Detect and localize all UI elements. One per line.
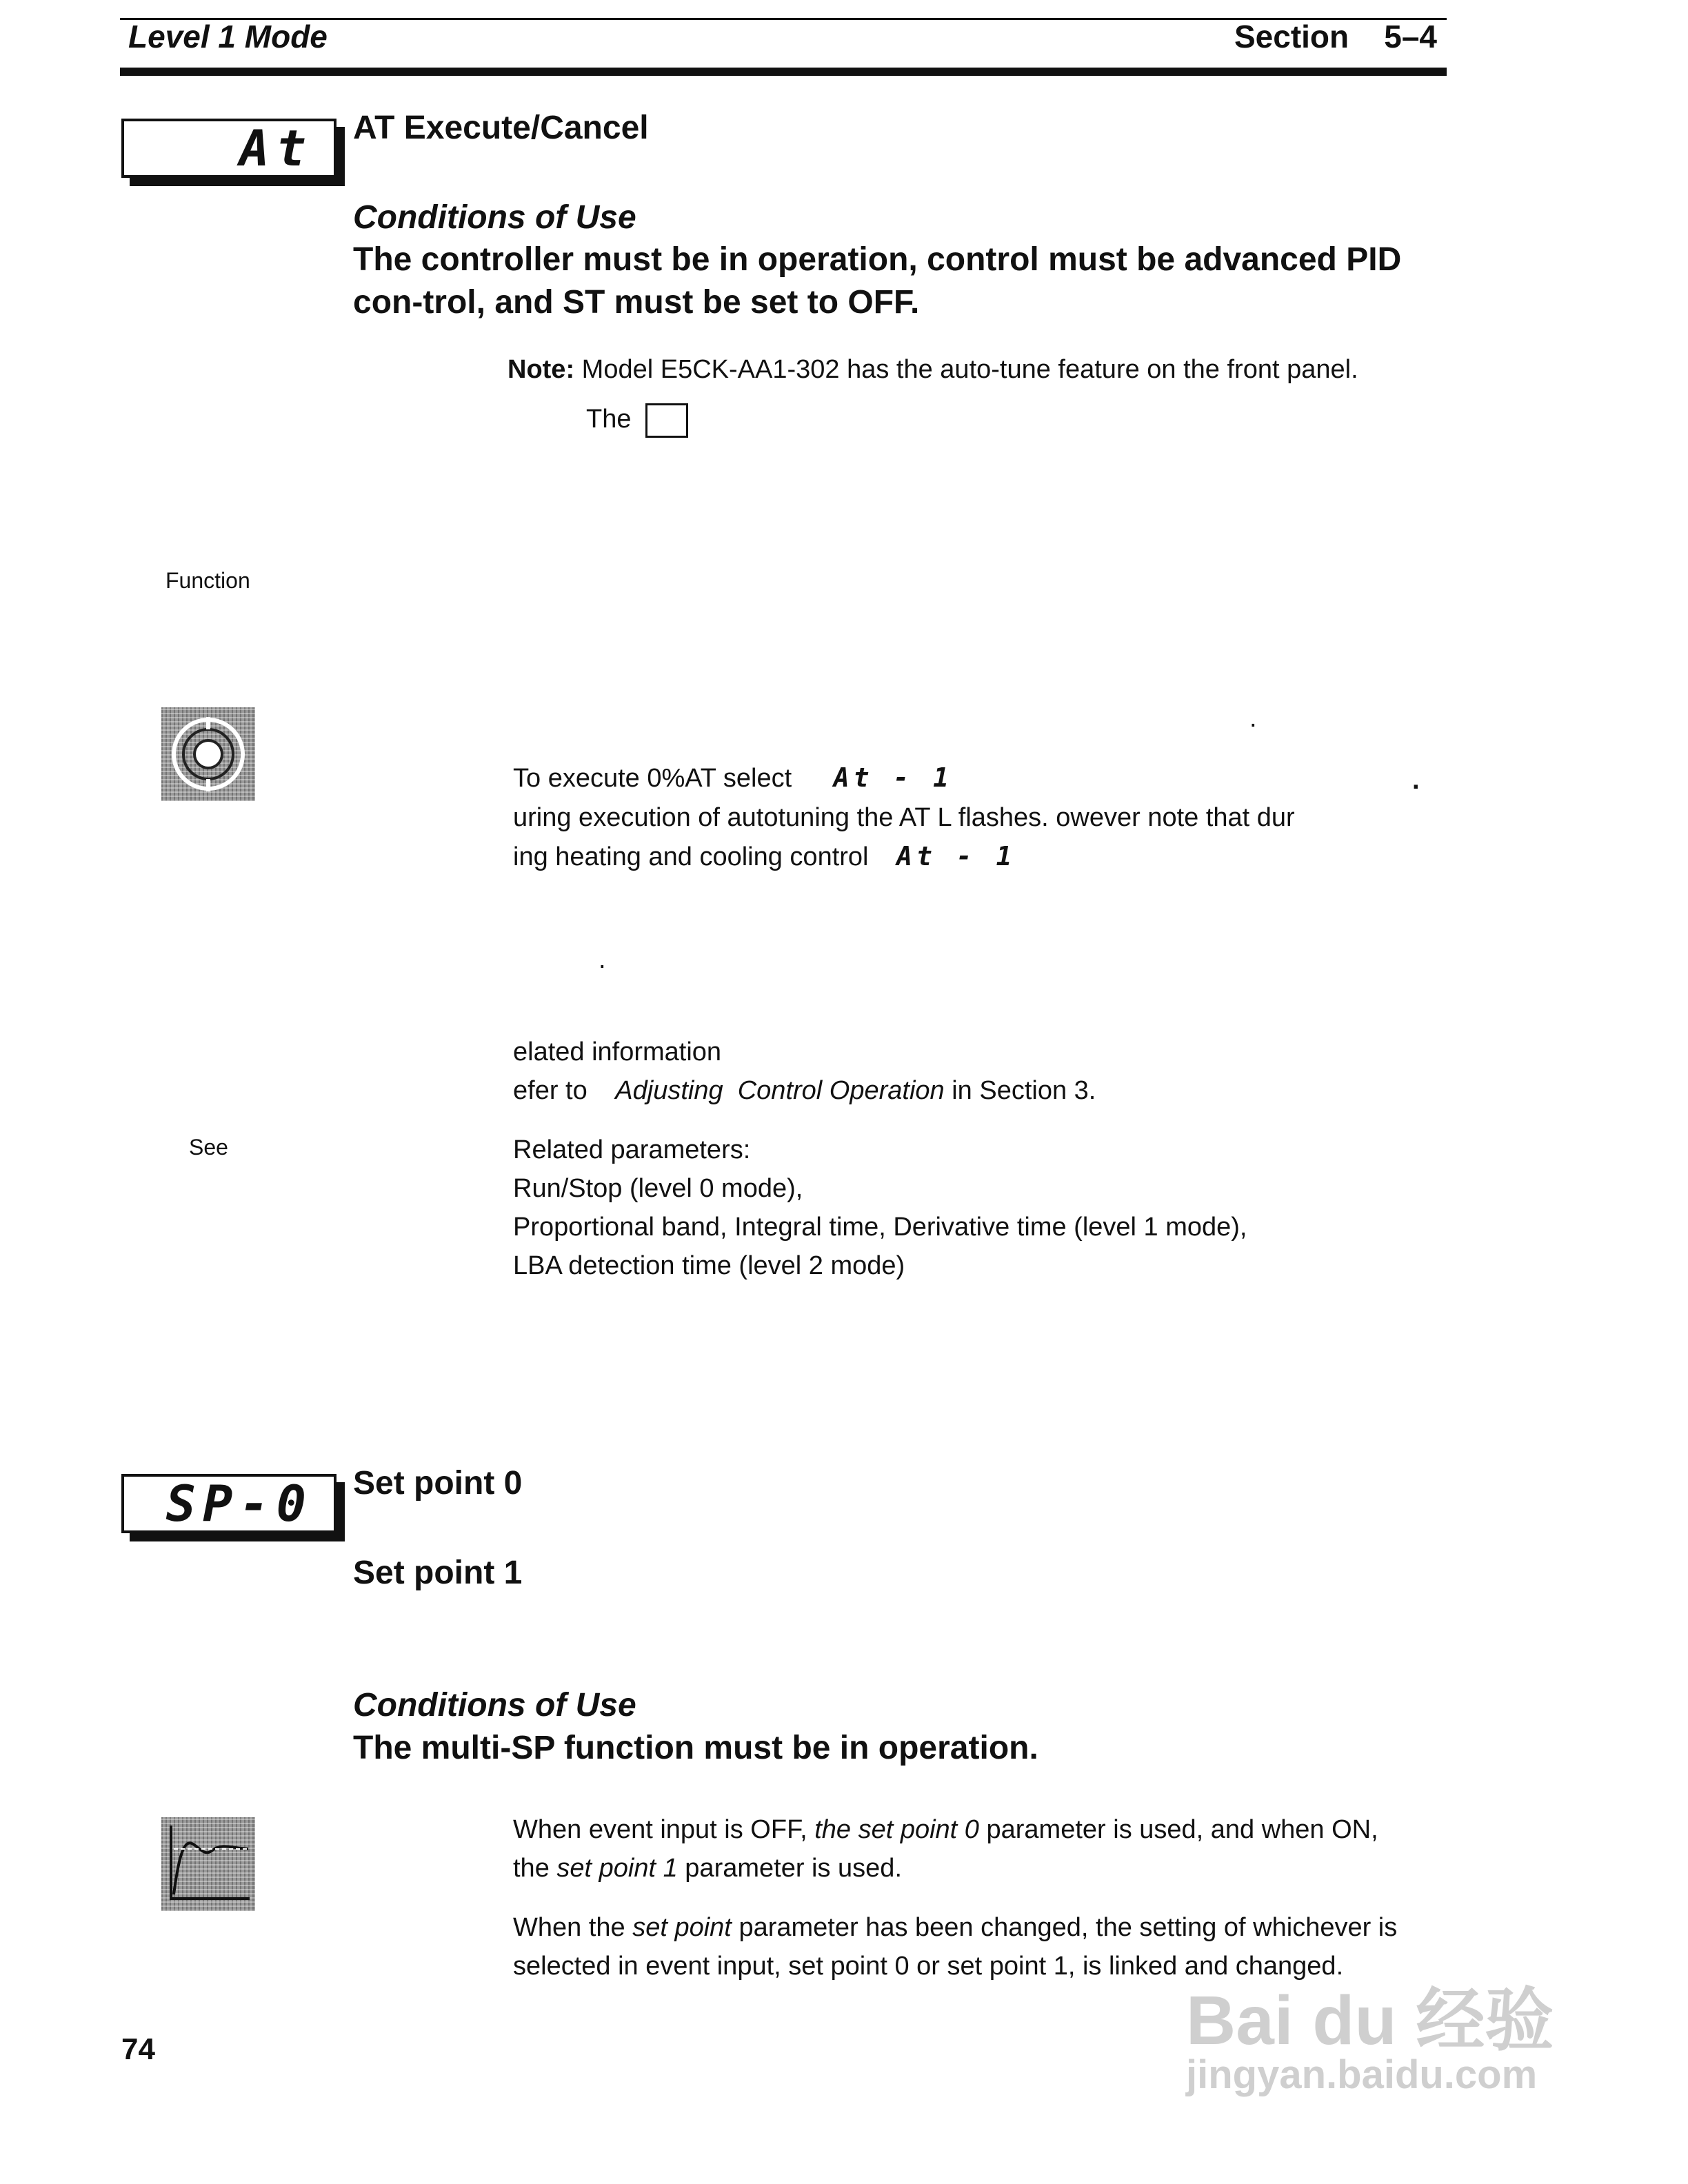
watermark-brand: Bai du 经验 [1186, 1982, 1554, 2059]
note-the-line [586, 400, 688, 438]
at-conditions-text: The controller must be in operation, control must be advanced PID con-trol, and ST must be set to OFF. [353, 241, 1402, 321]
sp-conditions-heading: Conditions of Use [353, 1687, 636, 1723]
watermark-url: jingyan.baidu.com [1186, 2052, 1538, 2097]
at-lcd-display [121, 119, 336, 178]
related-param-item: Proportional band, Integral time, Derivative time (level 1 mode), [513, 1213, 1247, 1242]
sp-p2-line1 [513, 1908, 1478, 1947]
sp-lcd-display [121, 1474, 336, 1533]
sp-p1-b: the set point 0 [814, 1815, 979, 1844]
sp-paragraph-1 [513, 1810, 1478, 1888]
sp-p1-e: set point 1 [556, 1854, 678, 1883]
sp-conditions-text: The multi-SP function must be in operation. [353, 1730, 1038, 1766]
exec-line-1 [513, 758, 953, 798]
exec-line-1-text: To execute 0%AT select [513, 764, 792, 793]
response-graph-svg [161, 1817, 255, 1911]
related-params-list [513, 1169, 1247, 1285]
exec-line-3-text: ing heating and cooling control [513, 842, 869, 871]
set-point-0-title: Set point 0 [353, 1465, 523, 1502]
sp-p1-d: the [513, 1854, 550, 1883]
refer-italic: Adjusting Control Operation [615, 1076, 945, 1105]
sp-p1-line1 [513, 1810, 1478, 1849]
sp-p1-c: parameter is used, and when ON, [986, 1815, 1378, 1844]
function-dial-svg [161, 707, 255, 801]
at-lcd-text: At [239, 119, 313, 177]
related-param-item: LBA detection time (level 2 mode) [513, 1251, 905, 1280]
page-number: 74 [121, 2032, 155, 2066]
exec-line-2: uring execution of autotuning the AT L flashes. owever note that dur [513, 803, 1295, 832]
dot-3: . [599, 945, 606, 974]
see-label: See [189, 1135, 228, 1160]
related-params-heading: Related parameters: [513, 1135, 751, 1164]
at-note [508, 350, 1358, 389]
sp-p1-a: When event input is OFF, [513, 1815, 807, 1844]
sp-p2-b: set point [632, 1913, 732, 1942]
key-box-icon [645, 403, 688, 438]
function-label: Function [165, 568, 250, 593]
at-conditions-heading: Conditions of Use [353, 199, 636, 236]
note-text: Model E5CK-AA1-302 has the auto-tune feature on the front panel. [581, 355, 1358, 384]
related-param-item: Run/Stop (level 0 mode), [513, 1174, 803, 1203]
note-label: Note: [508, 355, 575, 384]
dot-1: . [1249, 704, 1257, 733]
function-dial-icon [161, 707, 255, 801]
refer-line [513, 1071, 1096, 1110]
sp-lcd-text: SP-0 [165, 1475, 313, 1533]
related-info: elated information [513, 1038, 722, 1066]
at-title: AT Execute/Cancel [353, 110, 649, 146]
sp-p1-f: parameter is used. [685, 1854, 903, 1883]
sp-p2-c: parameter has been changed, the setting of whichever is [738, 1913, 1398, 1942]
sp-p2-line2: selected in event input, set point 0 or set point 1, is linked and changed. [513, 1952, 1344, 1981]
sp-p1-line2 [513, 1849, 1478, 1888]
response-graph-icon [161, 1817, 255, 1911]
exec-line-1-code: At - 1 [833, 762, 953, 793]
note-the: The [586, 405, 632, 434]
set-point-1-title: Set point 1 [353, 1555, 523, 1591]
header-bottom-rule [120, 68, 1447, 76]
refer-suffix: in Section 3. [952, 1076, 1096, 1105]
header-section-number: Section 5–4 [1234, 19, 1437, 54]
refer-prefix: efer to [513, 1076, 587, 1105]
exec-line-3 [513, 837, 1016, 876]
dot-2: . [1412, 766, 1420, 795]
header-mode-title: Level 1 Mode [128, 19, 328, 54]
exec-line-3-code: At - 1 [896, 841, 1016, 871]
sp-p2-a: When the [513, 1913, 625, 1942]
